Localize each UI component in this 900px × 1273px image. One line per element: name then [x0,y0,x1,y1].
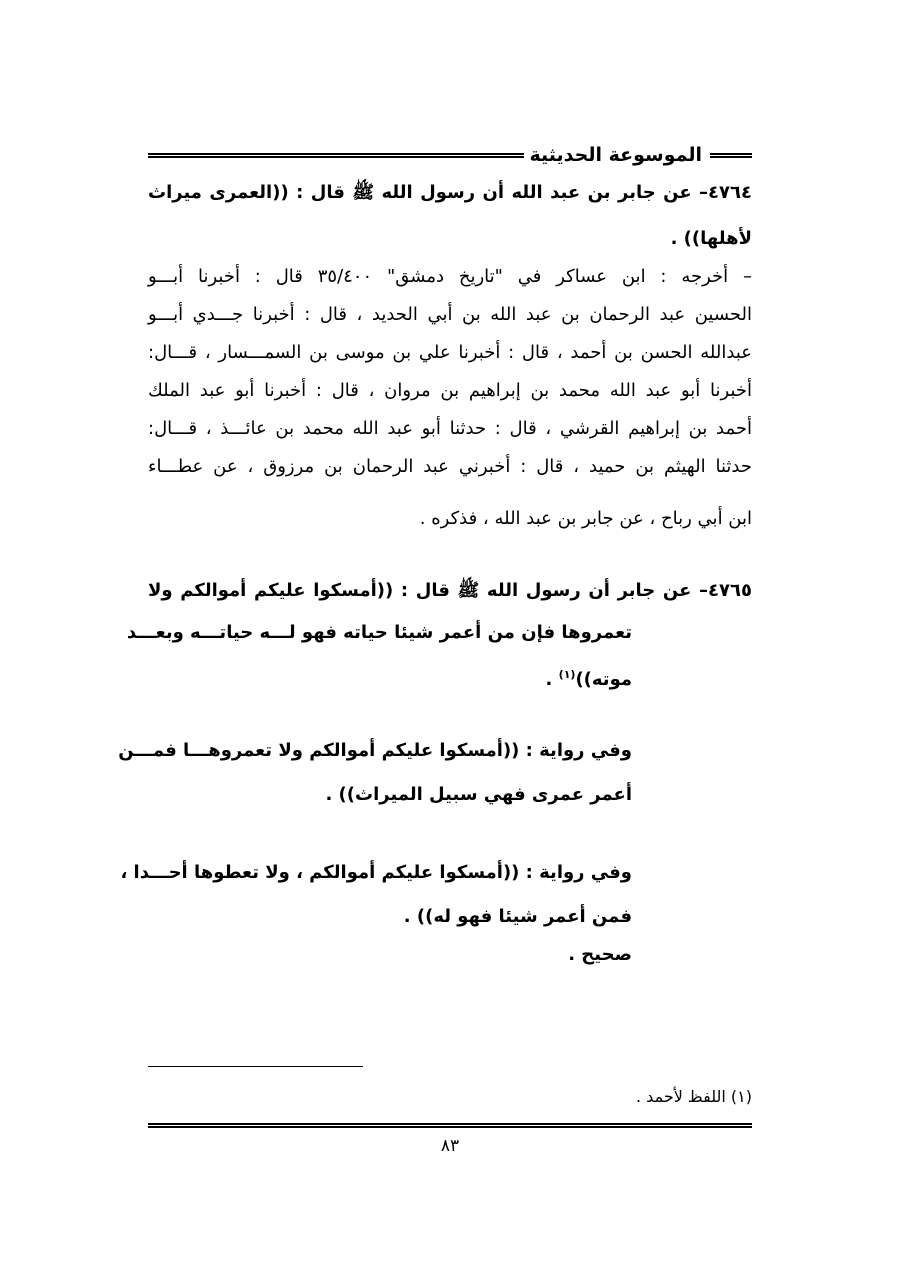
takhrij-line: – أخرجه : ابن عساكر في "تاريخ دمشق" ٣٥/٤٠٠ قال : أخبرنا أبـــو [148,266,752,287]
footnote-reference: (١) [558,668,576,681]
book-title: الموسوعة الحديثية [529,144,702,166]
riwaya-1-line-1: وفي رواية : ((أمسكوا عليكم أموالكم ولا تعمروهـــا فمـــن [118,740,632,761]
riwaya-2-line-2: فمن أعمر شيئا فهو له)) . [403,906,632,927]
footer-rule [148,1123,752,1128]
takhrij-line: عبدالله الحسن بن أحمد ، قال : أخبرنا علي بن موسى بن السمـــسار ، قـــال: [148,342,752,363]
header-rule-left [148,153,524,158]
takhrij-line: أحمد بن إبراهيم القرشي ، قال : حدثنا أبو عبد الله محمد بن عائـــذ ، قـــال: [148,418,752,439]
riwaya-2-line-1: وفي رواية : ((أمسكوا عليكم أموالكم ، ولا تعطوها أحـــدا ، [120,862,632,883]
document-page [118,140,752,1260]
takhrij-line: حدثنا الهيثم بن حميد ، قال : أخبرني عبد الرحمان بن مرزوق ، عن عطـــاء [148,456,752,477]
hadith-4764-line-2: لأهلها)) . [670,228,752,249]
takhrij-line: أخبرنا أبو عبد الله محمد بن إبراهيم بن مروان ، قال : أخبرنا أبو عبد الملك [148,380,752,401]
header-rule-right [710,153,752,158]
riwaya-1-line-2: أعمر عمرى فهي سبيل الميراث)) . [325,784,632,805]
hadith-4764-line-1: ٤٧٦٤– عن جابر بن عبد الله أن رسول الله ﷺ قال : ((العمرى ميراث [148,182,752,203]
takhrij-line: الحسين عبد الرحمان بن عبد الله بن أبي الحديد ، قال : أخبرنا جـــدي أبـــو [148,304,752,325]
footnote: (١) اللفظ لأحمد . [636,1087,752,1106]
hadith-4765-line-3-end: . [545,669,559,690]
footnote-separator [148,1066,363,1067]
hadith-grade: صحيح . [568,944,632,965]
hadith-4765-line-2: تعمروها فإن من أعمر شيئا حياته فهو لـــه حياتـــه وبعـــد [126,622,632,643]
takhrij-line: ابن أبي رباح ، عن جابر بن عبد الله ، فذكره . [419,508,752,529]
page-number: ٨٣ [440,1136,460,1156]
hadith-4765-line-3 [148,660,632,695]
hadith-4765-line-3-text: موته)) [575,669,632,690]
page-header [148,140,752,174]
hadith-4765-line-1: ٤٧٦٥– عن جابر أن رسول الله ﷺ قال : ((أمسكوا عليكم أموالكم ولا [148,580,752,601]
